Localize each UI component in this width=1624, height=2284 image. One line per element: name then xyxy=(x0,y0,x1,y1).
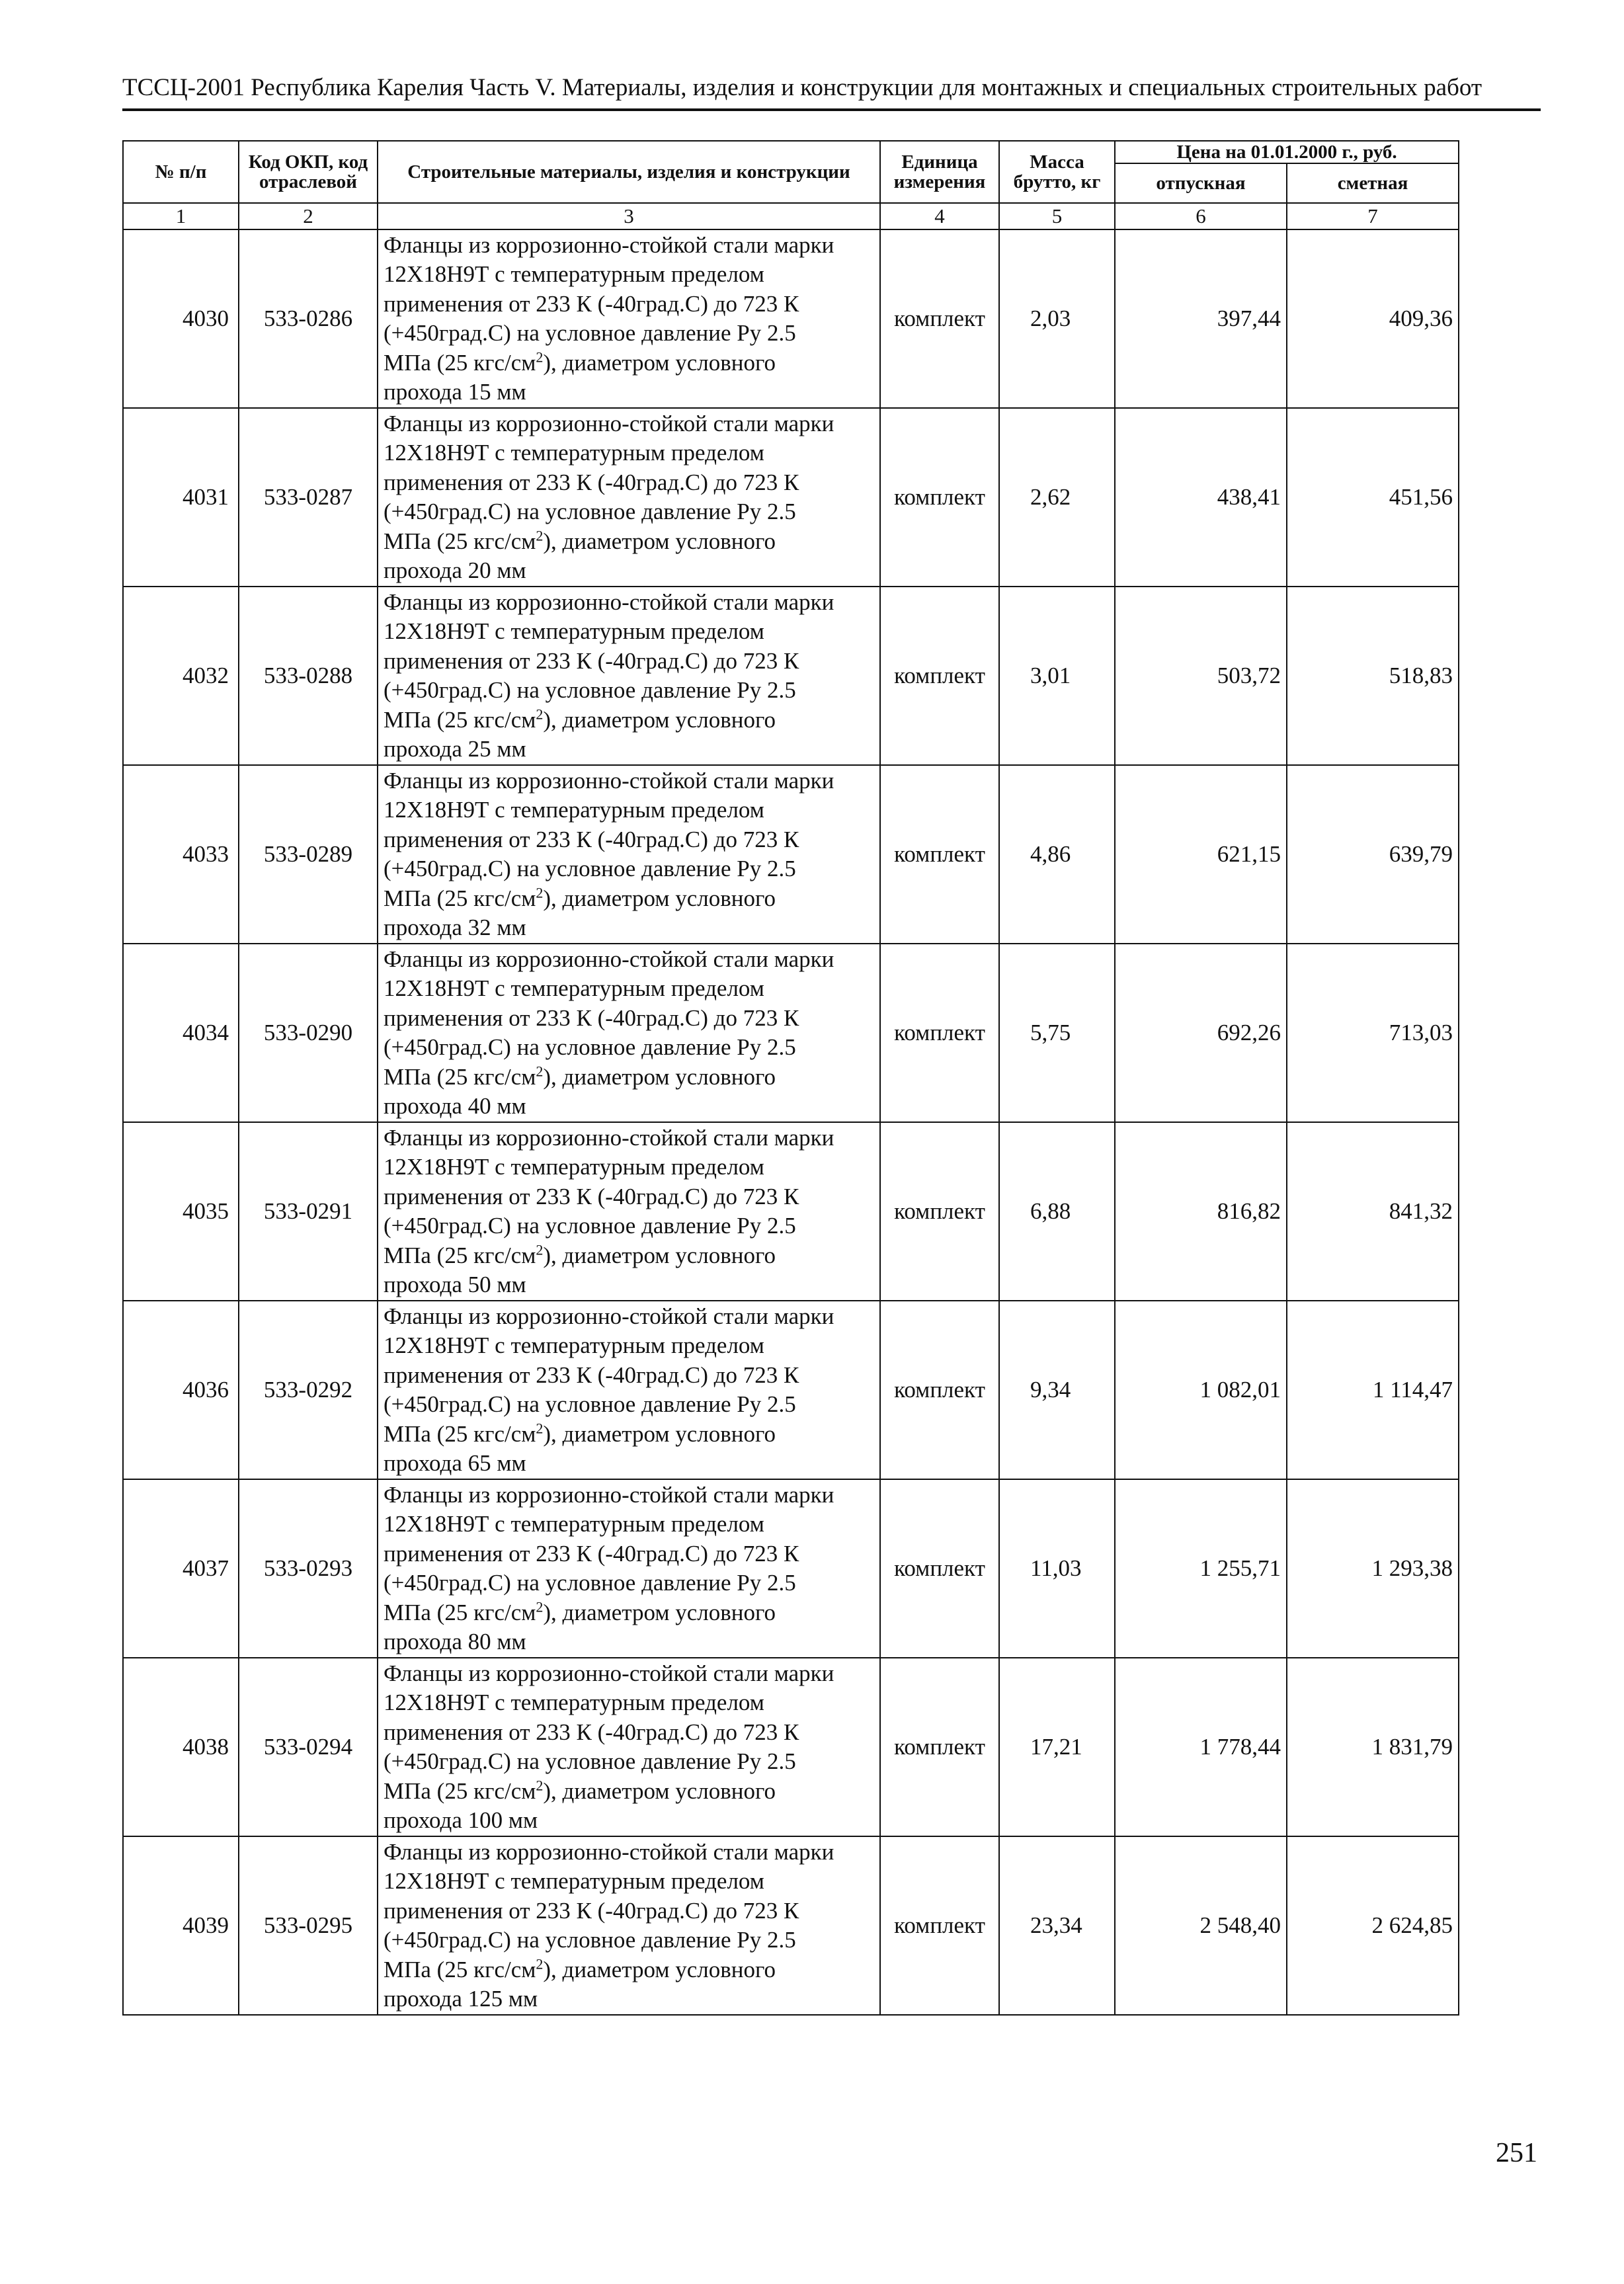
desc-line: (+450град.С) на условное давление Ру 2.5 xyxy=(384,1034,796,1060)
desc-line: (+450град.С) на условное давление Ру 2.5 xyxy=(384,499,796,524)
desc-line: Фланцы из коррозионно-стойкой стали марки xyxy=(384,1124,834,1151)
price-release: 1 255,71 xyxy=(1115,1479,1287,1658)
superscript: 2 xyxy=(536,1419,544,1436)
material-description xyxy=(378,1658,880,1836)
header-unit: Единица измерения xyxy=(880,141,999,203)
okp-code: 533-0294 xyxy=(239,1658,378,1836)
column-number: 5 xyxy=(999,203,1115,229)
desc-line: Фланцы из коррозионно-стойкой стали марки xyxy=(384,946,834,972)
material-description xyxy=(378,765,880,944)
desc-line: МПа (25 кгс/см xyxy=(384,1599,536,1625)
okp-code: 533-0292 xyxy=(239,1301,378,1479)
table-row xyxy=(123,1122,1459,1301)
price-estimate: 713,03 xyxy=(1287,944,1459,1122)
desc-line: (+450град.С) на условное давление Ру 2.5 xyxy=(384,1748,796,1774)
desc-line: Фланцы из коррозионно-стойкой стали марки xyxy=(384,589,834,615)
desc-line: (+450град.С) на условное давление Ру 2.5 xyxy=(384,1213,796,1239)
superscript: 2 xyxy=(536,1062,544,1079)
row-number: 4035 xyxy=(123,1122,239,1301)
desc-line: (+450град.С) на условное давление Ру 2.5 xyxy=(384,1927,796,1953)
okp-code: 533-0289 xyxy=(239,765,378,944)
desc-line: МПа (25 кгс/см xyxy=(384,1063,536,1090)
diameter-line: прохода 20 мм xyxy=(384,557,526,583)
unit: комплект xyxy=(880,944,999,1122)
column-number: 7 xyxy=(1287,203,1459,229)
price-table xyxy=(122,140,1459,2016)
desc-line: применения от 233 К (-40град.С) до 723 К xyxy=(384,469,799,495)
okp-code: 533-0286 xyxy=(239,229,378,408)
mass: 2,62 xyxy=(999,408,1115,587)
desc-line: МПа (25 кгс/см xyxy=(384,1242,536,1268)
desc-line: Фланцы из коррозионно-стойкой стали марки xyxy=(384,1660,834,1686)
material-description xyxy=(378,1836,880,2015)
price-estimate: 841,32 xyxy=(1287,1122,1459,1301)
desc-line: Фланцы из коррозионно-стойкой стали марки xyxy=(384,1303,834,1329)
column-number: 4 xyxy=(880,203,999,229)
desc-line: применения от 233 К (-40град.С) до 723 К xyxy=(384,826,799,852)
desc-line: Фланцы из коррозионно-стойкой стали марки xyxy=(384,1481,834,1508)
column-number: 1 xyxy=(123,203,239,229)
desc-line: МПа (25 кгс/см xyxy=(384,885,536,911)
desc-line: 12Х18Н9Т с температурным пределом xyxy=(384,797,764,823)
unit: комплект xyxy=(880,587,999,765)
desc-line: применения от 233 К (-40град.С) до 723 К xyxy=(384,1362,799,1388)
desc-line: ), диаметром условного xyxy=(543,349,776,376)
okp-code: 533-0287 xyxy=(239,408,378,587)
unit: комплект xyxy=(880,408,999,587)
desc-line: МПа (25 кгс/см xyxy=(384,349,536,376)
desc-line: ), диаметром условного xyxy=(543,1063,776,1090)
desc-line: ), диаметром условного xyxy=(543,1242,776,1268)
row-number: 4039 xyxy=(123,1836,239,2015)
mass: 3,01 xyxy=(999,587,1115,765)
price-estimate: 451,56 xyxy=(1287,408,1459,587)
page-number: 251 xyxy=(1496,2138,1537,2168)
unit: комплект xyxy=(880,1479,999,1658)
column-number: 6 xyxy=(1115,203,1287,229)
price-release: 1 082,01 xyxy=(1115,1301,1287,1479)
unit: комплект xyxy=(880,1836,999,2015)
row-number: 4037 xyxy=(123,1479,239,1658)
header-price-estimate: сметная xyxy=(1287,163,1459,203)
row-number: 4036 xyxy=(123,1301,239,1479)
desc-line: 12Х18Н9Т с температурным пределом xyxy=(384,261,764,287)
header-price-group: Цена на 01.01.2000 г., руб. xyxy=(1115,141,1459,163)
mass: 11,03 xyxy=(999,1479,1115,1658)
mass: 4,86 xyxy=(999,765,1115,944)
desc-line: 12Х18Н9Т с температурным пределом xyxy=(384,1154,764,1180)
desc-line: применения от 233 К (-40град.С) до 723 К xyxy=(384,290,799,317)
table-row xyxy=(123,587,1459,765)
desc-line: ), диаметром условного xyxy=(543,1599,776,1625)
okp-code: 533-0291 xyxy=(239,1122,378,1301)
diameter-line: прохода 40 мм xyxy=(384,1093,526,1119)
superscript: 2 xyxy=(536,348,544,365)
price-estimate: 639,79 xyxy=(1287,765,1459,944)
price-release: 816,82 xyxy=(1115,1122,1287,1301)
desc-line: (+450град.С) на условное давление Ру 2.5 xyxy=(384,677,796,703)
superscript: 2 xyxy=(536,883,544,901)
desc-line: Фланцы из коррозионно-стойкой стали марки xyxy=(384,767,834,794)
desc-line: применения от 233 К (-40град.С) до 723 К xyxy=(384,1897,799,1924)
desc-line: (+450град.С) на условное давление Ру 2.5 xyxy=(384,856,796,881)
price-estimate: 2 624,85 xyxy=(1287,1836,1459,2015)
table-row xyxy=(123,229,1459,408)
diameter-line: прохода 125 мм xyxy=(384,1986,538,2012)
diameter-line: прохода 32 мм xyxy=(384,915,526,940)
material-description xyxy=(378,944,880,1122)
material-description xyxy=(378,1479,880,1658)
mass: 2,03 xyxy=(999,229,1115,408)
superscript: 2 xyxy=(536,1241,544,1258)
okp-code: 533-0288 xyxy=(239,587,378,765)
unit: комплект xyxy=(880,765,999,944)
desc-line: применения от 233 К (-40град.С) до 723 К xyxy=(384,647,799,674)
table-row xyxy=(123,408,1459,587)
desc-line: МПа (25 кгс/см xyxy=(384,706,536,733)
price-release: 438,41 xyxy=(1115,408,1287,587)
desc-line: 12Х18Н9Т с температурным пределом xyxy=(384,975,764,1001)
material-description xyxy=(378,1122,880,1301)
row-number: 4038 xyxy=(123,1658,239,1836)
desc-line: Фланцы из коррозионно-стойкой стали марки xyxy=(384,231,834,258)
superscript: 2 xyxy=(536,1955,544,1972)
unit: комплект xyxy=(880,1122,999,1301)
price-release: 2 548,40 xyxy=(1115,1836,1287,2015)
desc-line: (+450град.С) на условное давление Ру 2.5 xyxy=(384,1391,796,1417)
desc-line: ), диаметром условного xyxy=(543,1956,776,1982)
header-num: № п/п xyxy=(123,141,239,203)
price-estimate: 409,36 xyxy=(1287,229,1459,408)
row-number: 4033 xyxy=(123,765,239,944)
desc-line: применения от 233 К (-40град.С) до 723 К xyxy=(384,1540,799,1567)
desc-line: МПа (25 кгс/см xyxy=(384,1777,536,1804)
desc-line: применения от 233 К (-40град.С) до 723 К xyxy=(384,1004,799,1031)
diameter-line: прохода 25 мм xyxy=(384,736,526,762)
okp-code: 533-0290 xyxy=(239,944,378,1122)
mass: 6,88 xyxy=(999,1122,1115,1301)
column-number: 2 xyxy=(239,203,378,229)
desc-line: (+450град.С) на условное давление Ру 2.5 xyxy=(384,320,796,346)
mass: 9,34 xyxy=(999,1301,1115,1479)
price-release: 1 778,44 xyxy=(1115,1658,1287,1836)
price-estimate: 518,83 xyxy=(1287,587,1459,765)
desc-line: ), диаметром условного xyxy=(543,528,776,554)
unit: комплект xyxy=(880,1658,999,1836)
price-estimate: 1 293,38 xyxy=(1287,1479,1459,1658)
superscript: 2 xyxy=(536,1776,544,1793)
diameter-line: прохода 50 мм xyxy=(384,1272,526,1297)
desc-line: 12Х18Н9Т с температурным пределом xyxy=(384,618,764,644)
desc-line: МПа (25 кгс/см xyxy=(384,1956,536,1982)
desc-line: 12Х18Н9Т с температурным пределом xyxy=(384,1332,764,1358)
desc-line: ), диаметром условного xyxy=(543,1777,776,1804)
header-material: Строительные материалы, изделия и конструкции xyxy=(378,141,880,203)
price-release: 692,26 xyxy=(1115,944,1287,1122)
mass: 17,21 xyxy=(999,1658,1115,1836)
table-row xyxy=(123,1658,1459,1836)
row-number: 4034 xyxy=(123,944,239,1122)
superscript: 2 xyxy=(536,1598,544,1615)
column-number: 3 xyxy=(378,203,880,229)
desc-line: ), диаметром условного xyxy=(543,1420,776,1447)
material-description xyxy=(378,229,880,408)
desc-line: МПа (25 кгс/см xyxy=(384,528,536,554)
okp-code: 533-0293 xyxy=(239,1479,378,1658)
superscript: 2 xyxy=(536,526,544,544)
desc-line: ), диаметром условного xyxy=(543,885,776,911)
desc-line: ), диаметром условного xyxy=(543,706,776,733)
diameter-line: прохода 100 мм xyxy=(384,1807,538,1833)
unit: комплект xyxy=(880,1301,999,1479)
okp-code: 533-0295 xyxy=(239,1836,378,2015)
row-number: 4031 xyxy=(123,408,239,587)
desc-line: 12Х18Н9Т с температурным пределом xyxy=(384,440,764,466)
material-description xyxy=(378,587,880,765)
column-number-row xyxy=(123,203,1459,229)
diameter-line: прохода 65 мм xyxy=(384,1450,526,1476)
table-row xyxy=(123,1479,1459,1658)
diameter-line: прохода 15 мм xyxy=(384,379,526,405)
desc-line: 12Х18Н9Т с температурным пределом xyxy=(384,1690,764,1715)
desc-line: Фланцы из коррозионно-стойкой стали марки xyxy=(384,1838,834,1865)
header-mass: Масса брутто, кг xyxy=(999,141,1115,203)
mass: 5,75 xyxy=(999,944,1115,1122)
row-number: 4032 xyxy=(123,587,239,765)
desc-line: применения от 233 К (-40град.С) до 723 К xyxy=(384,1183,799,1209)
material-description xyxy=(378,408,880,587)
price-estimate: 1 831,79 xyxy=(1287,1658,1459,1836)
table-row xyxy=(123,1301,1459,1479)
mass: 23,34 xyxy=(999,1836,1115,2015)
desc-line: 12Х18Н9Т с температурным пределом xyxy=(384,1511,764,1537)
header-price-release: отпускная xyxy=(1115,163,1287,203)
unit: комплект xyxy=(880,229,999,408)
row-number: 4030 xyxy=(123,229,239,408)
price-release: 621,15 xyxy=(1115,765,1287,944)
superscript: 2 xyxy=(536,705,544,722)
desc-line: Фланцы из коррозионно-стойкой стали марки xyxy=(384,410,834,436)
price-release: 397,44 xyxy=(1115,229,1287,408)
diameter-line: прохода 80 мм xyxy=(384,1629,526,1654)
page-header: ТССЦ-2001 Республика Карелия Часть V. Материалы, изделия и конструкции для монтажных и специальных строительных работ xyxy=(122,71,1541,111)
material-description xyxy=(378,1301,880,1479)
desc-line: (+450град.С) на условное давление Ру 2.5 xyxy=(384,1570,796,1596)
desc-line: 12Х18Н9Т с температурным пределом xyxy=(384,1868,764,1894)
desc-line: применения от 233 К (-40град.С) до 723 К xyxy=(384,1719,799,1745)
desc-line: МПа (25 кгс/см xyxy=(384,1420,536,1447)
price-estimate: 1 114,47 xyxy=(1287,1301,1459,1479)
table-row xyxy=(123,765,1459,944)
price-release: 503,72 xyxy=(1115,587,1287,765)
table-row xyxy=(123,1836,1459,2015)
header-code: Код ОКП, код отраслевой xyxy=(239,141,378,203)
table-row xyxy=(123,944,1459,1122)
